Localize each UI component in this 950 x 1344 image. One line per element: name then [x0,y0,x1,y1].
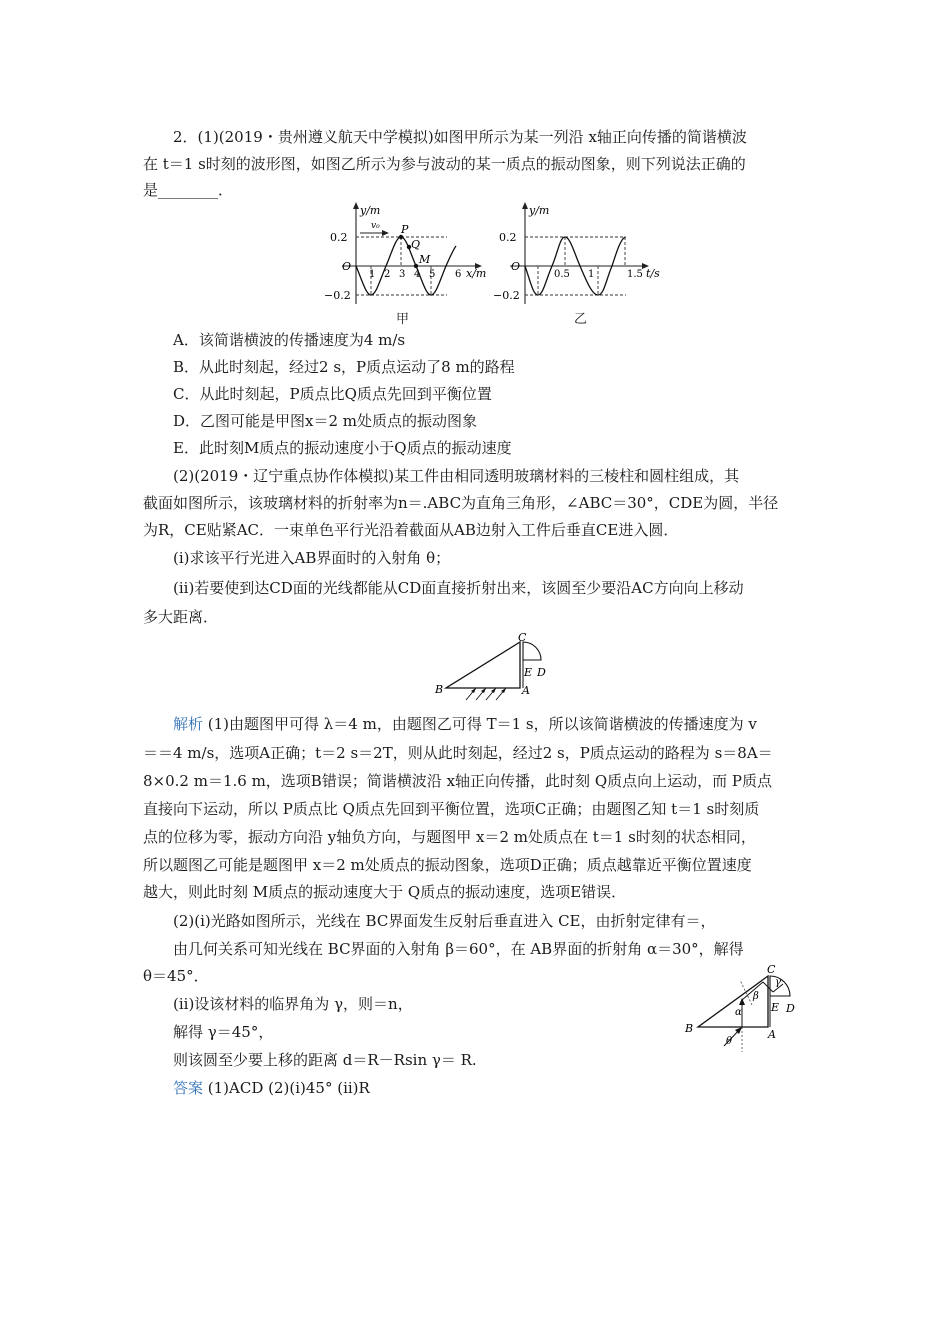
y-tick: 0.2 [499,231,517,244]
x-tick: 4 [414,269,421,280]
solution-line: 点的位移为零，振动方向沿 y轴负方向，与题图甲 x＝2 m处质点在 t＝1 s时刻的状态相同， [143,828,756,846]
x-tick: 2 [384,269,391,280]
option-d: D．乙图可能是甲图x＝2 m处质点的振动图象 [173,412,478,430]
answer-tag: 答案 [173,1079,204,1097]
label-gamma: γ [775,977,781,988]
solution-line: ＝＝4 m/s，选项A正确；t＝2 s＝2T，则从此时刻起，经过2 s，P质点运动的路程为 s＝8A＝ [143,744,773,762]
option-c: C．从此时刻起，P质点比Q质点先回到平衡位置 [173,385,492,403]
figure-vibration-yi [490,200,670,310]
solution-line: θ＝45°． [143,967,209,985]
origin-label: O [342,260,352,273]
x-axis-label: x/m [466,267,487,280]
x-tick: 1 [588,269,595,280]
answer-text: (1)ACD (2)(i)45° (ii)R [203,1079,370,1097]
question-sub-ii: (ii)若要使到达CD面的光线都能从CD面直接折射出来，该圆至少要沿AC方向向上移动 [173,579,744,597]
question-line: 2．(1)(2019・贵州遵义航天中学模拟)如图甲所示为某一列沿 x轴正向传播的简谐横波 [173,128,747,146]
label-p: P [401,223,409,236]
x-tick: 5 [429,269,436,280]
x-tick: 1.5 [627,269,643,280]
x-tick: 1 [369,269,376,280]
answer-line [173,1078,370,1098]
solution-line: (ii)设该材料的临界角为 γ，则＝n， [173,995,413,1013]
y-axis-label: y/m [529,204,550,217]
velocity-label: v₀ [371,221,380,231]
option-e: E．此时刻M质点的振动速度小于Q质点的振动速度 [173,439,512,457]
solution-tag: 解析 [173,715,204,733]
label-c: C [518,631,527,644]
label-alpha: α [735,1007,742,1018]
option-b: B．从此时刻起，经过2 s，P质点运动了8 m的路程 [173,358,515,376]
solution-line: (2)(i)光路如图所示，光线在 BC界面发生反射后垂直进入 CE，由折射定律有＝， [173,912,716,930]
x-tick: 6 [455,269,462,280]
label-q: Q [411,238,421,251]
y-tick: −0.2 [493,289,520,302]
solution-line: 所以题图乙可能是题图甲 x＝2 m处质点的振动图象，选项D正确；质点越靠近平衡位置速度 [143,856,752,874]
y-tick: 0.2 [330,231,348,244]
option-a: A．该简谐横波的传播速度为4 m/s [173,331,406,349]
label-c: C [767,963,776,976]
figure-caption-yi: 乙 [574,312,588,327]
question-line: (2)(2019・辽宁重点协作体模拟)某工件由相同透明玻璃材料的三棱柱和圆柱组成，其 [173,467,740,485]
solution-line: 解得 γ＝45°， [173,1023,274,1041]
solution-line: 由几何关系可知光线在 BC界面的入射角 β＝60°，在 AB界面的折射角 α＝30°，解得 [173,940,744,958]
label-theta: θ [726,1036,733,1047]
x-tick: 3 [399,269,406,280]
question-line: 在 t＝1 s时刻的波形图，如图乙所示为参与波动的某一质点的振动图象，则下列说法正确的 [143,155,746,173]
label-d: D [537,666,546,679]
y-tick: −0.2 [324,289,351,302]
solution-line: 8×0.2 m＝1.6 m，选项B错误；简谐横波沿 x轴正向传播，此时刻 Q质点向上运动，而 P质点 [143,772,772,790]
x-tick: 0.5 [554,269,570,280]
question-line: 是________． [143,181,234,199]
origin-label: O [511,260,521,273]
question-line: 为R，CE贴紧AC．一束单色平行光沿着截面从AB边射入工件后垂直CE进入圆． [143,521,679,539]
label-a: A [522,684,530,697]
label-a: A [768,1028,776,1041]
x-axis-label: t/s [646,267,660,280]
solution-line: 则该圆至少要上移的距离 d＝R－Rsin γ＝ R. [173,1051,477,1069]
label-b: B [685,1022,694,1035]
label-m: M [419,253,431,266]
label-e: E [524,666,533,679]
question-line: 截面如图所示，该玻璃材料的折射率为n＝.ABC为直角三角形，∠ABC＝30°，CDE为圆，半径 [143,494,779,512]
y-axis-label: y/m [360,204,381,217]
figure-light-path [680,960,810,1060]
solution-line [173,714,757,734]
question-sub-ii: 多大距离． [143,608,219,626]
figure-prism [430,630,560,702]
label-d: D [786,1002,795,1015]
label-e: E [771,1001,780,1014]
figure-caption-jia: 甲 [396,312,410,327]
solution-text: (1)由题图甲可得 λ＝4 m，由题图乙可得 T＝1 s，所以该简谐横波的传播速度为 v [203,715,757,733]
solution-line: 直接向下运动，所以 P质点比 Q质点先回到平衡位置，选项C正确；由题图乙知 t＝1 s时刻质 [143,800,760,818]
question-sub-i: (i)求该平行光进入AB界面时的入射角 θ； [173,549,451,567]
label-b: B [435,683,444,696]
point-m [414,264,418,268]
solution-line: 越大，则此时刻 M质点的振动速度大于 Q质点的振动速度，选项E错误． [143,883,627,901]
label-beta: β [753,991,759,1002]
figure-wave-jia [322,200,492,310]
